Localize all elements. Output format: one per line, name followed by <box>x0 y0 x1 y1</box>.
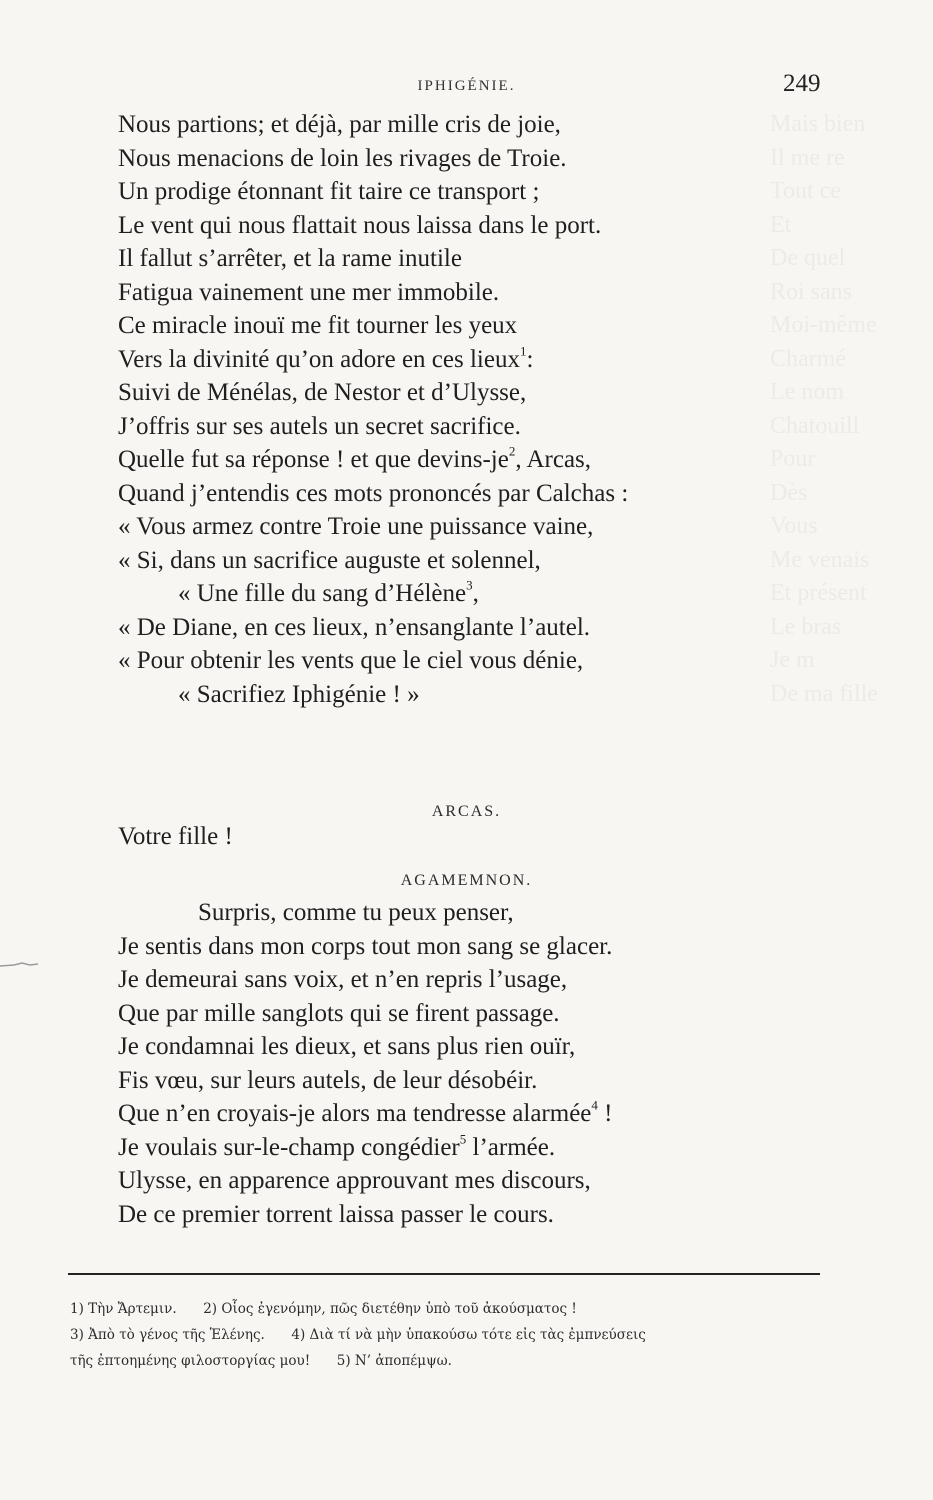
verse-line: Nous partions; et déjà, par mille cris de joie, <box>118 111 561 138</box>
bleed-through-line: Le bras <box>770 613 842 640</box>
verse-line: J’offris sur ses autels un secret sacrifice. <box>118 412 521 440</box>
verse-line: Nous menacions de loin les rivages de Troie. <box>118 144 567 172</box>
footnote-ref: 5 <box>459 1130 467 1146</box>
bleed-through-line: Me venais <box>770 546 870 573</box>
footnote-number: 5) <box>336 1353 351 1369</box>
verse-line: « Vous armez contre Troie une puissance vaine, <box>118 513 594 540</box>
footnote-text: Διὰ τί νὰ μὴν ὑπακούσω τότε εἰς τὰς ἐμπνεύσεις <box>309 1327 646 1343</box>
bleed-through-line: Je m <box>770 647 815 673</box>
speaker-agamemnon: AGAMEMNON. <box>400 872 533 889</box>
footnote-number: 3) <box>70 1327 84 1343</box>
verse-line: Je voulais sur-le-champ congédier$^5$ l’armée. <box>118 1130 556 1161</box>
verse-line: Suivi de Ménélas, de Nestor et d’Ulysse, <box>118 379 527 406</box>
running-head: IPHIGÉNIE. <box>417 78 516 94</box>
verse-line: « Une fille du sang d’Hélène$^3$, <box>178 577 479 607</box>
verse-line: « Pour obtenir les vents que le ciel vous dénie, <box>118 647 584 674</box>
verse-line: Je condamnai les dieux, et sans plus rien ouïr, <box>118 1033 576 1060</box>
footnote-number: 2) <box>203 1301 218 1317</box>
verse-line-arcas: Votre fille ! <box>118 823 233 850</box>
bleed-through-line: Roi sans <box>770 278 853 305</box>
verse-block-agamemnon-reply <box>118 896 858 1231</box>
verse-block-agamemnon <box>118 108 858 711</box>
verse-line: Fatigua vainement une mer immobile. <box>118 278 500 306</box>
bleed-through-line: Le nom <box>770 379 844 405</box>
verse-line: Ce miracle inouï me fit tourner les yeux <box>118 312 518 339</box>
verse-line: Fis vœu, sur leurs autels, de leur désobéir. <box>118 1066 538 1094</box>
verse-line: Vers la divinité qu’on adore en ces lieux$^1$: <box>118 342 534 373</box>
footnote-text: Οἷος ἐγενόμην, πῶς διετέθην ὑπὸ τοῦ ἀκούσματος ! <box>221 1301 577 1317</box>
bleed-through-line: Et présent <box>770 580 867 606</box>
footnote-number: 4) <box>291 1327 306 1343</box>
verse-line: « Si, dans un sacrifice auguste et solennel, <box>118 546 541 574</box>
footnote-ref: 3 <box>466 577 473 593</box>
footnote-line <box>70 1348 830 1374</box>
verse-line: Quelle fut sa réponse ! et que devins-$je^2$, Arcas, <box>118 443 592 473</box>
bleed-through-line: De ma fille <box>770 680 878 707</box>
footnote-ref: 2 <box>508 443 516 459</box>
footnote-ref: 1 <box>519 342 527 358</box>
verse-line: De ce premier torrent laissa passer le cours. <box>118 1200 554 1228</box>
footnote-text: Τὴν Ἄρτεμιν. <box>88 1301 177 1317</box>
footnote-text: Ἀπὸ τὸ γένος τῆς Ἑλένης. <box>88 1327 265 1343</box>
speaker-arcas: ARCAS. <box>431 803 502 820</box>
bleed-through-line: Chatouill <box>770 412 860 439</box>
verse-line: Je demeurai sans voix, et n’en repris l’usage, <box>118 966 568 993</box>
verse-line: Que n’en croyais-je alors ma tendresse alarmée$^4$ ! <box>118 1097 613 1127</box>
verse-line: Un prodige étonnant fit taire ce transport ; <box>118 178 540 205</box>
footnote-line <box>70 1322 830 1348</box>
footnote-text: Ν’ ἀποπέμψω. <box>354 1353 452 1369</box>
verse-line: Que par mille sanglots qui se firent passage. <box>118 999 560 1027</box>
bleed-through-line: Il me re <box>770 144 845 171</box>
bleed-through-line: De quel <box>770 245 846 271</box>
verse-line: Je sentis dans mon corps tout mon sang se glacer. <box>118 932 613 960</box>
verse-line: « De Diane, en ces lieux, n’ensanglante l’autel. <box>118 613 591 641</box>
verse-line: Il fallut s’arrêter, et la rame inutile <box>118 245 462 272</box>
verse-line: Ulysse, en apparence approuvant mes discours, <box>118 1167 591 1194</box>
verse-line: Surpris, comme tu peux penser, <box>198 899 514 926</box>
footnote-text: τῆς ἐπτοημένης φιλοστοργίας μου! <box>70 1353 311 1369</box>
footnote-line <box>70 1296 830 1322</box>
bleed-through-line: Tout ce <box>770 178 841 204</box>
bleed-through-line: Mais bien <box>770 111 866 137</box>
bleed-through-line: Pour <box>770 446 816 472</box>
footnote-rule <box>68 1273 820 1275</box>
page-number: 249 <box>783 70 821 97</box>
bleed-through-line: Et <box>770 211 792 238</box>
footnote-ref: 4 <box>591 1097 598 1113</box>
footnote-number: 1) <box>70 1301 84 1317</box>
verse-line: Quand j’entendis ces mots prononcés par Calchas : <box>118 479 629 507</box>
bleed-through-line: Vous <box>770 513 818 539</box>
verse-line: Le vent qui nous flattait nous laissa dans le port. <box>118 211 602 239</box>
bleed-through-line: Dès <box>770 479 808 506</box>
verse-line: « Sacrifiez Iphigénie ! » <box>178 680 420 708</box>
bleed-through-line: Charmé <box>770 345 846 372</box>
bleed-through-line: Moi-même <box>770 312 877 338</box>
footnotes <box>70 1296 830 1374</box>
margin-ink-mark <box>0 960 40 970</box>
